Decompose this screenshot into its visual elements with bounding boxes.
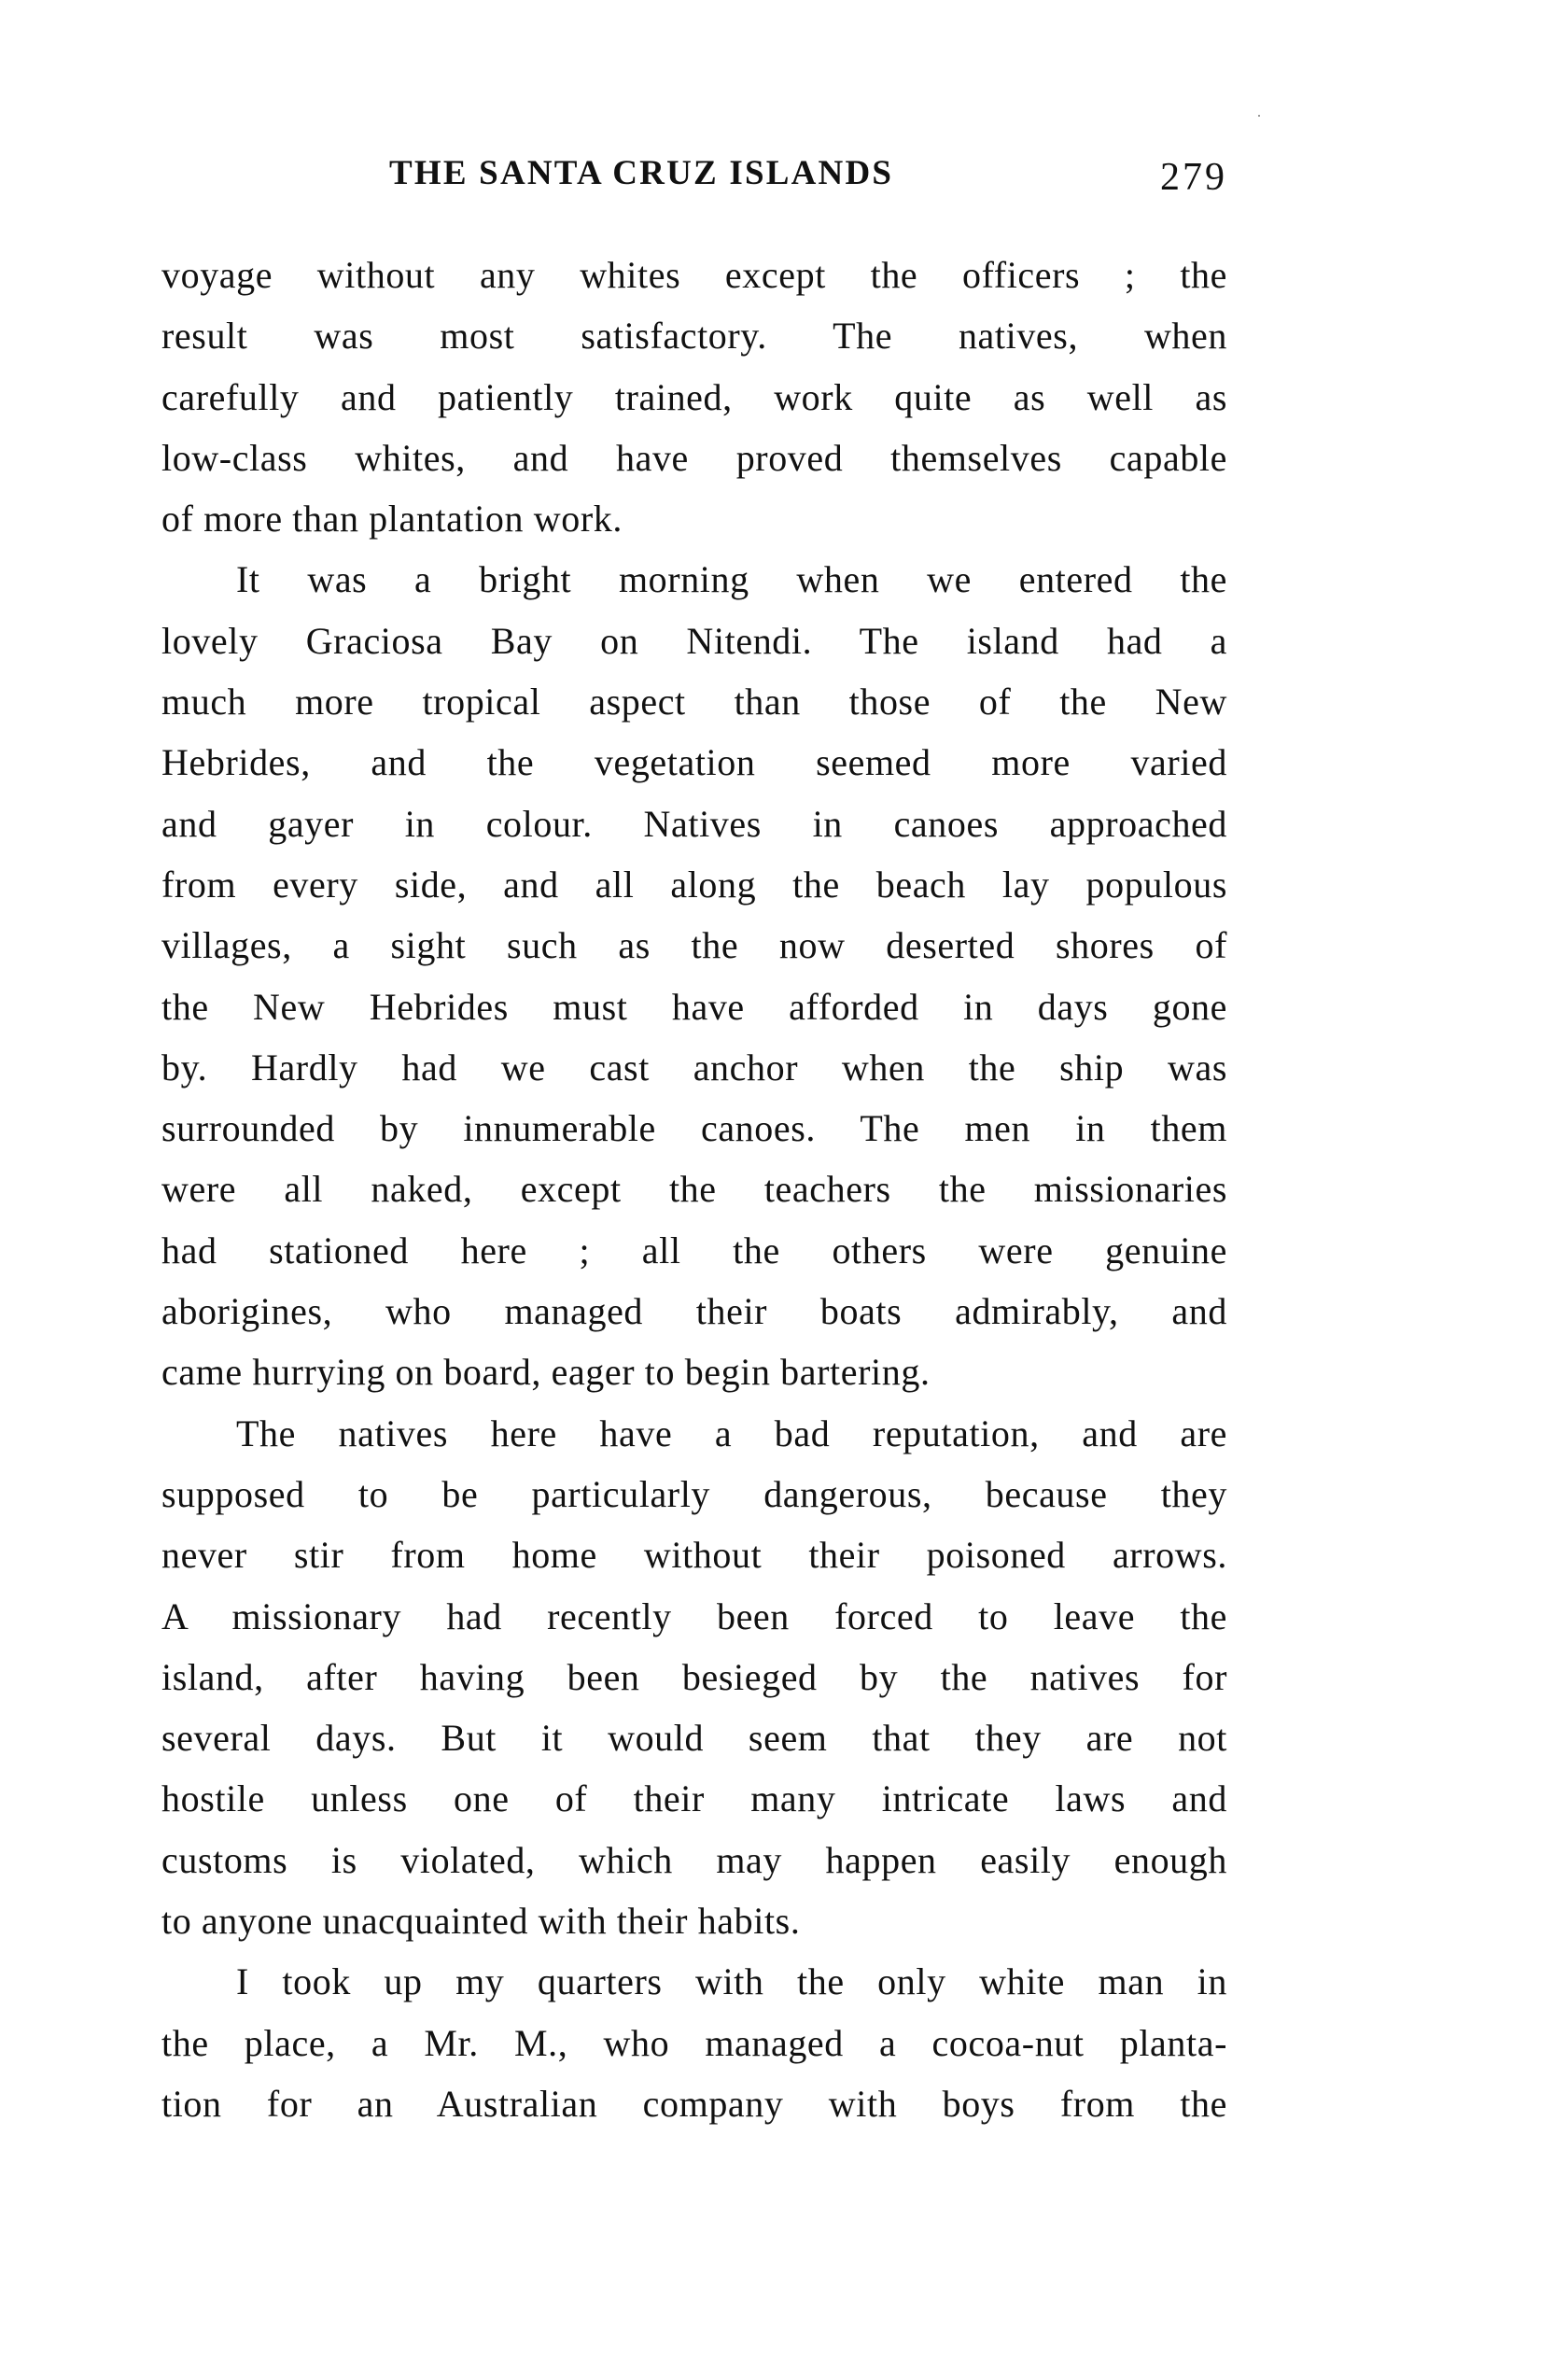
text-line: customs is violated, which may happen easily enough [161, 1838, 1227, 1881]
text-line: Hebrides, and the vegetation seemed more varied [161, 741, 1227, 784]
text-line: low-class whites, and have proved themselves capable [161, 436, 1227, 479]
text-line: the place, a Mr. M., who managed a cocoa-nut planta- [161, 2021, 1227, 2064]
text-line: hostile unless one of their many intricate laws and [161, 1777, 1227, 1820]
text-line: supposed to be particularly dangerous, because they [161, 1472, 1227, 1515]
text-line: carefully and patiently trained, work quite as well as [161, 375, 1227, 418]
text-line: were all naked, except the teachers the missionaries [161, 1168, 1227, 1211]
paragraph-start-line: The natives here have a bad reputation, and are [236, 1412, 1227, 1454]
text-line: the New Hebrides must have afforded in days gone [161, 985, 1227, 1028]
text-line: tion for an Australian company with boys from the [161, 2082, 1227, 2125]
text-line: several days. But it would seem that they are not [161, 1717, 1227, 1760]
text-line: A missionary had recently been forced to leave the [161, 1594, 1227, 1637]
text-line: villages, a sight such as the now deserted shores of [161, 924, 1227, 967]
text-line: result was most satisfactory. The natives, when [161, 315, 1227, 358]
page-number: 279 [1160, 156, 1227, 199]
scan-speck [1258, 115, 1260, 117]
text-line: came hurrying on board, eager to begin bartering. [161, 1351, 931, 1394]
body-text [161, 245, 1227, 2134]
text-line: aborigines, who managed their boats admirably, and [161, 1290, 1227, 1333]
text-line: had stationed here ; all the others were genuine [161, 1229, 1227, 1271]
paragraph-start-line: I took up my quarters with the only white man in [236, 1960, 1227, 2003]
text-line: never stir from home without their poisoned arrows. [161, 1534, 1227, 1577]
text-line: by. Hardly had we cast anchor when the ship was [161, 1046, 1227, 1089]
text-line: voyage without any whites except the officers ; the [161, 254, 1227, 296]
paragraph-start-line: It was a bright morning when we entered the [236, 558, 1227, 601]
text-line: and gayer in colour. Natives in canoes approached [161, 802, 1227, 845]
text-line: much more tropical aspect than those of the New [161, 681, 1227, 723]
text-line: island, after having been besieged by the natives for [161, 1655, 1227, 1698]
running-title: THE SANTA CRUZ ISLANDS [389, 154, 894, 192]
text-line: of more than plantation work. [161, 498, 623, 541]
running-head [161, 149, 1227, 199]
text-line: to anyone unacquainted with their habits. [161, 1900, 801, 1943]
text-line: from every side, and all along the beach lay populous [161, 863, 1227, 906]
text-line: lovely Graciosa Bay on Nitendi. The island had a [161, 619, 1227, 662]
text-line: surrounded by innumerable canoes. The men in them [161, 1107, 1227, 1150]
